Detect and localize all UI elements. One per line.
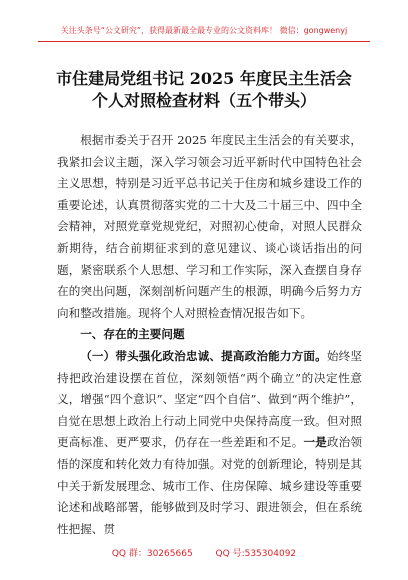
point-marker-first: 一是 xyxy=(303,435,327,450)
document-body xyxy=(57,130,362,540)
title-line-2: 个人对照检查材料（五个带头） xyxy=(91,91,316,110)
header-banner: 关注头条号“公文研究”，获得最新最全最专业的公文资料库！ 微信：gongwenyj xyxy=(60,26,348,35)
footer-qq-number: QQ 号:535304092 xyxy=(215,549,297,559)
section-heading-problems: 一、存在的主要问题 xyxy=(80,327,185,342)
intro-paragraph: 根据市委关于召开 2025 年度民主生活会的有关要求，我紧扣会议主题，深入学习领会习近平新时代中国特色社会主义思想，特别是习近平总书记关于住房和城乡建设工作的重要论述，认真贯彻落实党的二十大及二十届三中、四中全会精神，对照党章党规党纪，对照初心使命，对照人民群众新期待，结合前期征求到的意见建议、谈心谈话指出的问题，紧密联系个人思想、学习和工作实际，深入查摆自身存在的突出问题，深刻剖析问题产生的根源，明确今后努力方向和整改措施。现将个人对照检查情况报告如下。 xyxy=(57,133,362,320)
document-title xyxy=(0,68,408,112)
header-divider xyxy=(38,41,370,42)
footer-qq-group: QQ 群：30265665 xyxy=(111,549,193,559)
subsection-paragraph-1 xyxy=(57,346,362,540)
subsection-text-1b: 政治领悟的深度和转化效力有待加强。对党的创新理论，特别是其中关于新发展理念、城市工作、住房保障、城乡建设等重要论述和战略部署，能够做到及时学习、跟进领会，但在系统性把握、贯 xyxy=(57,435,362,536)
subsection-text-1a: 始终坚持把政治建设摆在首位，深刻领悟“两个确立”的决定性意义，增强“四个意识”、坚定“四个自信”、做到“两个维护”，自觉在思想上政治上行动上同党中央保持高度一致。但对照更高标准、更严要求，仍存在一些差距和不足。 xyxy=(57,348,362,450)
footer-contact xyxy=(0,546,408,559)
title-line-1: 市住建局党组书记 2025 年度民主生活会 xyxy=(56,69,352,88)
subsection-heading-1: （一）带头强化政治忠诚、提高政治能力方面。 xyxy=(80,348,327,363)
